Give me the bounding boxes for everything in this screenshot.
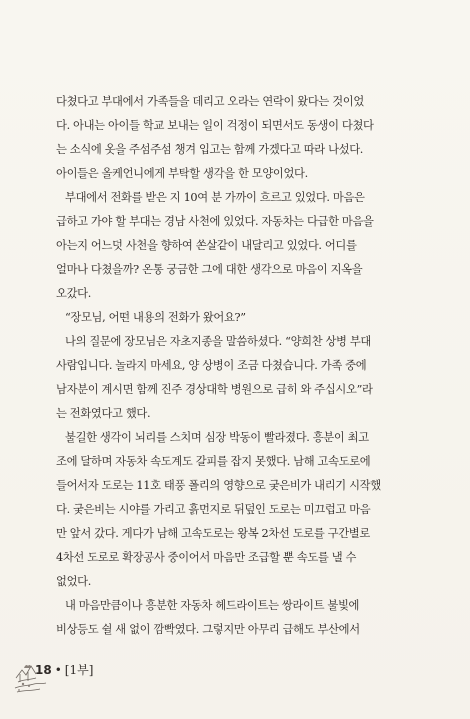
text-line: 부대에서 전화를 받은 지 10여 분 가까이 흐르고 있었다. 마음은 [65,191,365,204]
text-line: 다. 아내는 아이들 학교 보내는 일이 걱정이 되면서도 동생이 다쳤다 [56,119,374,132]
text-line: 오갔다. [56,287,91,300]
text-line: 내 마음만큼이나 흥분한 자동차 헤드라이트는 쌍라이트 불빛에 [65,599,360,612]
body-text [56,90,418,642]
text-line: 만 앞서 갔다. 게다가 남해 고속도로는 왕복 2차선 도로를 구간별로 [56,527,370,540]
text-line: 비상등도 쉴 새 없이 깜빡였다. 그렇지만 아무리 급해도 부산에서 [56,623,360,636]
text-line: 사람입니다. 놀라지 마세요, 양 상병이 조금 다쳤습니다. 가족 중에 [56,359,367,372]
text-line: 는 전화였다고 했다. [56,407,151,420]
text-line: 조에 달하며 자동차 속도계도 갈피를 잡지 못했다. 남해 고속도로에 [56,455,371,468]
text-line: “장모님, 어떤 내용의 전화가 왔어요?” [65,311,246,324]
text-line: 다쳤다고 부대에서 가족들을 데리고 오라는 연락이 왔다는 것이었 [56,95,364,108]
text-line: 급하고 가야 할 부대는 경남 사천에 있었다. 자동차는 다급한 마음을 [56,215,374,228]
text-line: 아이들은 올케언니에게 부탁할 생각을 한 모양이었다. [56,167,308,180]
text-line: 4차선 도로로 확장공사 중이어서 마음만 조급할 뿐 속도를 낼 수 [56,551,357,564]
text-line: 얼마나 다쳤을까? 온통 궁금한 그에 대한 생각으로 마음이 지옥을 [56,263,363,276]
page-footer [14,648,214,698]
section-label: [1부] [64,663,94,677]
text-line: 남자분이 계시면 함께 진주 경상대학 병원으로 급히 와 주십시오”라 [56,383,373,396]
page-number: 18 [35,663,52,677]
page-folio [35,661,93,678]
text-line: 들어서자 도로는 11호 태풍 폴리의 영향으로 궂은비가 내리기 시작했 [56,479,381,492]
text-line: 불길한 생각이 뇌리를 스치며 심장 박동이 빨라졌다. 흥분이 최고 [65,431,369,444]
text-line: 는 소식에 옷을 주섬주섬 챙겨 입고는 함께 가겠다고 따라 나섰다. [56,143,364,156]
folio-separator: • [54,663,62,677]
text-line: 나의 질문에 장모님은 자초지종을 말씀하셨다. “양희찬 상병 부대 [65,335,371,348]
text-line: 다. 궂은비는 시야를 가리고 흙먼지로 뒤덮인 도로는 미끄럽고 마음 [56,503,371,516]
text-line: 아는지 어느덧 사천을 향하여 쏜살같이 내달리고 있었다. 어디를 [56,239,357,252]
text-line: 없었다. [56,575,91,588]
